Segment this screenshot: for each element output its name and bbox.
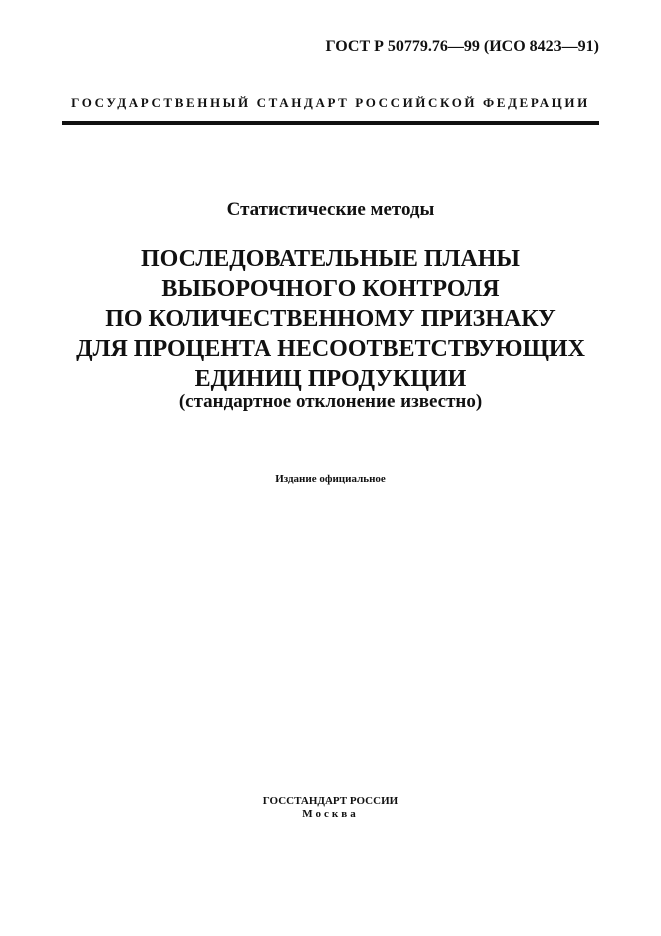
header-rule bbox=[62, 121, 599, 125]
organization-heading: ГОСУДАРСТВЕННЫЙ СТАНДАРТ РОССИЙСКОЙ ФЕДЕРАЦИИ bbox=[71, 95, 590, 110]
main-title-line: ПО КОЛИЧЕСТВЕННОМУ ПРИЗНАКУ bbox=[105, 306, 556, 332]
main-title-line: ДЛЯ ПРОЦЕНТА НЕСООТВЕТСТВУЮЩИХ bbox=[76, 336, 585, 362]
main-title-line: ПОСЛЕДОВАТЕЛЬНЫЕ ПЛАНЫ bbox=[141, 246, 520, 272]
publisher-city: Москва bbox=[302, 808, 359, 820]
group-title: Статистические методы bbox=[226, 199, 435, 220]
subtitle: (стандартное отклонение известно) bbox=[178, 391, 483, 412]
edition-note: Издание официальное bbox=[275, 473, 386, 485]
main-title-line: ВЫБОРОЧНОГО КОНТРОЛЯ bbox=[161, 276, 500, 302]
main-title-line: ЕДИНИЦ ПРОДУКЦИИ bbox=[194, 366, 467, 392]
main-title bbox=[0, 244, 661, 394]
publisher-name: ГОССТАНДАРТ РОССИИ bbox=[262, 795, 399, 807]
standard-designation: ГОСТ Р 50779.76—99 (ИСО 8423—91) bbox=[325, 38, 599, 55]
publisher-block bbox=[0, 795, 661, 821]
